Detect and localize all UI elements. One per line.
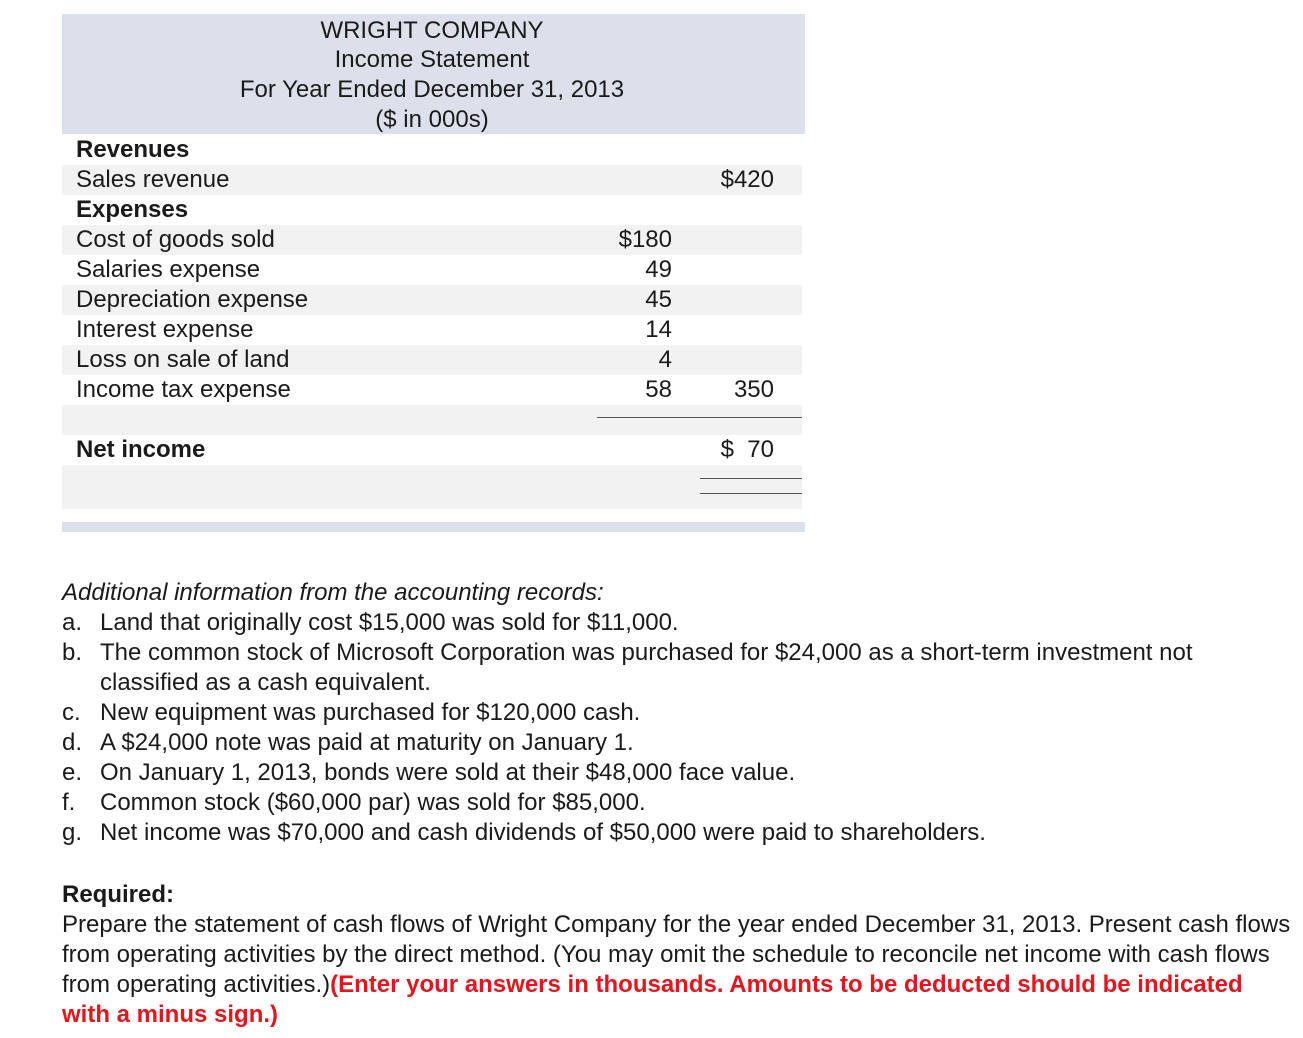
item-text: On January 1, 2013, bonds were sold at their $48,000 face value. [100,759,796,786]
spacer-row [62,465,802,509]
expense-amount: 4 [658,346,672,373]
expense-label: Interest expense [76,316,254,343]
expense-label: Income tax expense [76,376,291,403]
income-statement [62,14,805,463]
statement-bottom-bar [62,522,805,532]
additional-info-list [62,608,1292,848]
list-item [62,788,1292,818]
item-marker: f. [62,789,76,816]
revenues-heading: Revenues [76,136,190,163]
expense-row [62,315,802,345]
double-underline-top [700,478,802,479]
list-item [62,728,1292,758]
list-item [62,638,1292,698]
list-item [62,698,1292,728]
item-marker: d. [62,729,83,756]
required-emphasis: (Enter your answers in thousands. Amounts to be deducted should be indicated with a minus sign.) [62,971,1243,1028]
statement-header [62,14,805,134]
expense-row [62,375,802,405]
item-text: Common stock ($60,000 par) was sold for $85,000. [100,789,646,816]
double-underline-bottom [700,493,802,494]
expense-amount: 14 [645,316,672,343]
net-income-total: $ 70 [720,436,774,463]
expense-row [62,255,802,285]
expense-label: Depreciation expense [76,286,309,313]
item-marker: e. [62,759,83,786]
additional-info-intro: Additional information from the accounting records: [62,579,604,606]
total-underline [597,417,802,418]
expense-amount: 49 [645,256,672,283]
sales-revenue-row [62,165,802,195]
statement-units: ($ in 000s) [375,106,489,133]
net-income-label: Net income [76,436,206,463]
expense-amount: $180 [618,226,672,253]
required-body [62,910,1292,1030]
statement-title: Income Statement [334,46,530,73]
expenses-heading: Expenses [76,196,189,223]
expense-label: Cost of goods sold [76,226,275,253]
item-text: A $24,000 note was paid at maturity on January 1. [100,729,634,756]
expense-amount: 58 [645,376,672,403]
item-marker: c. [62,699,81,726]
expense-row [62,345,802,375]
item-marker: a. [62,609,83,636]
list-item [62,818,1292,848]
required-section [62,880,1292,1030]
net-income-row [62,435,802,465]
item-text: Net income was $70,000 and cash dividends of $50,000 were paid to shareholders. [100,819,986,846]
item-marker: b. [62,639,83,666]
spacer-row [62,405,802,435]
additional-information [62,578,1292,848]
item-text: Land that originally cost $15,000 was sold for $11,000. [100,609,679,636]
item-marker: g. [62,819,83,846]
list-item [62,608,1292,638]
list-item [62,758,1292,788]
required-text: Prepare the statement of cash flows of Wright Company for the year ended December 31, 2013. Present cash flows from operating activities by the direct method. (You may omit the schedule to reconcile net income with cash flows from operating activities.) [62,911,1291,998]
company-name: WRIGHT COMPANY [320,17,544,44]
required-heading: Required: [62,881,175,908]
revenues-heading-row [62,135,802,165]
item-text: The common stock of Microsoft Corporation was purchased for $24,000 as a short-term investment not classified as a cash equivalent. [100,639,1193,696]
expense-row [62,285,802,315]
expense-row [62,225,802,255]
expense-label: Salaries expense [76,256,261,283]
sales-revenue-total: $420 [720,166,774,193]
expenses-total: 350 [733,376,774,403]
item-text: New equipment was purchased for $120,000 cash. [100,699,641,726]
expenses-heading-row [62,195,802,225]
sales-revenue-label: Sales revenue [76,166,230,193]
expense-amount: 45 [645,286,672,313]
expense-label: Loss on sale of land [76,346,290,373]
statement-period: For Year Ended December 31, 2013 [239,76,625,103]
